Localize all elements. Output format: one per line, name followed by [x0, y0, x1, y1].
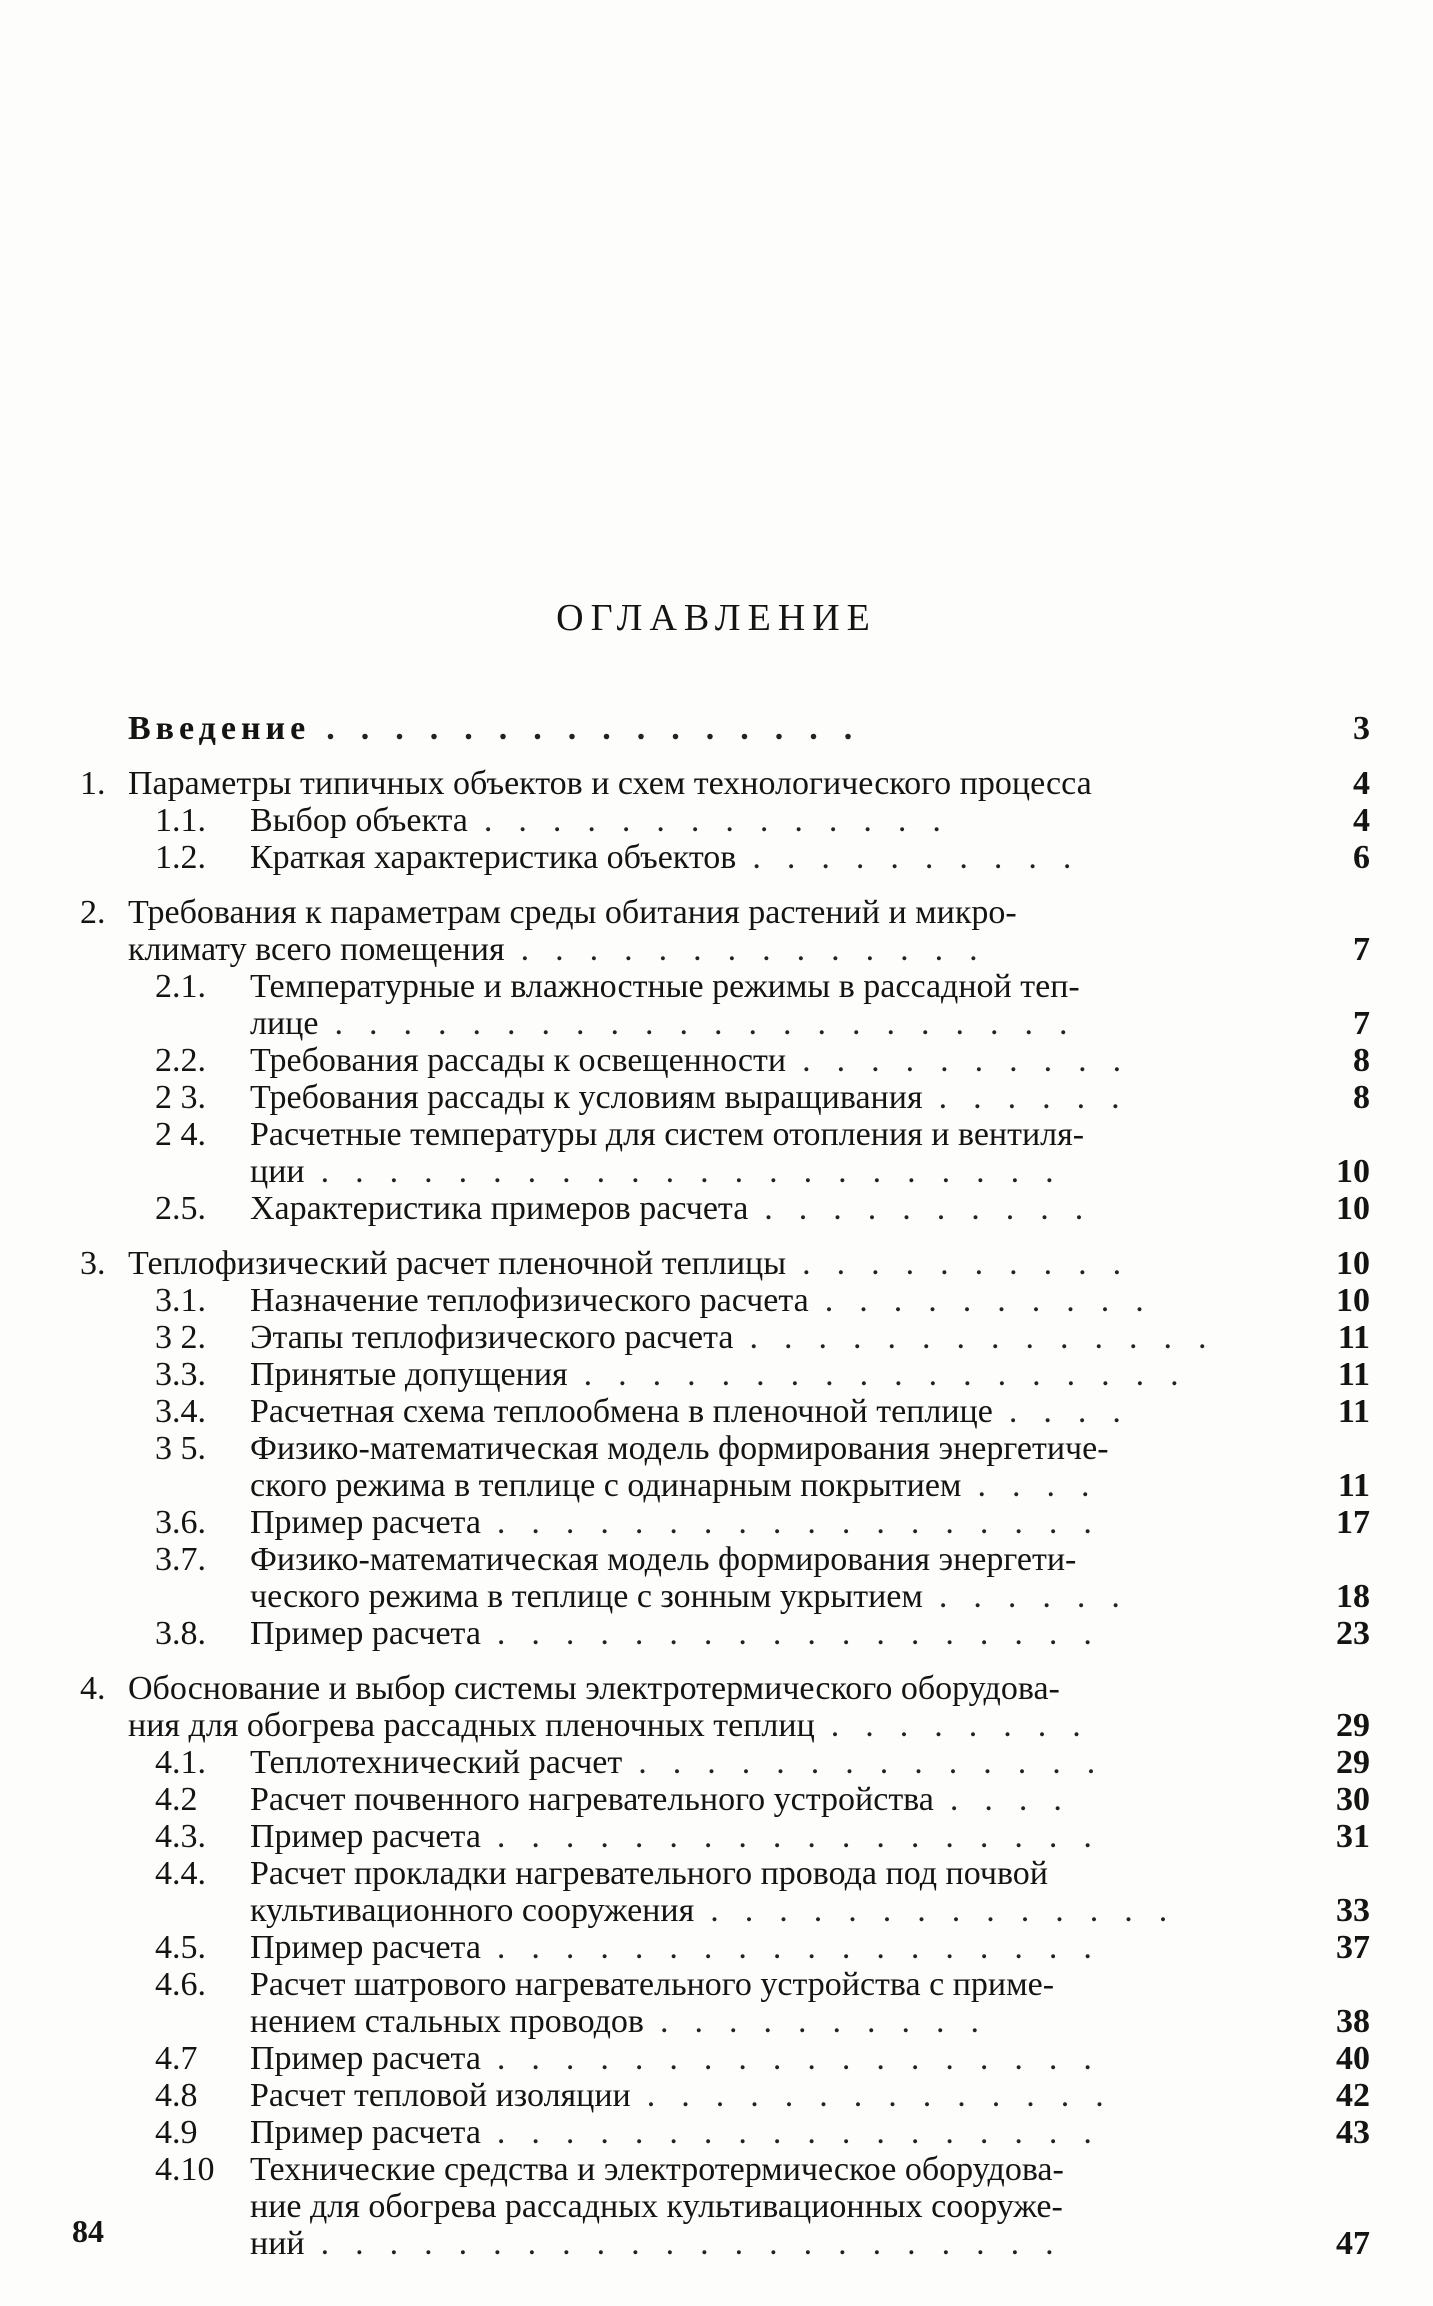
toc-entry-title: Введение [128, 710, 311, 747]
toc-entry-title: Требования рассады к освещенности [250, 1042, 787, 1079]
toc-entry-title: Принятые допущения [250, 1356, 568, 1393]
toc-entry-4[interactable]: 4. Обоснование и выбор системы электротермического оборудова- ния для обогрева рассадных пленочных теплиц ........ 29 [80, 1670, 1370, 1744]
toc-entry-title: Расчет шатрового нагревательного устройства с приме- [250, 1966, 1055, 2003]
toc-entry-title-cont: ского режима в теплице с одинарным покрытием [250, 1467, 962, 1504]
page-title: ОГЛАВЛЕНИЕ [556, 597, 877, 639]
toc-entry-title-cont: нением стальных проводов [250, 2003, 644, 2040]
toc-entry-4-10[interactable]: 4.10 Технические средства и электротермическое оборудова- ние для обогрева рассадных культивационных сооруже- ний ...................... 47 [80, 2151, 1370, 2262]
toc-entry-number: 3.8. [155, 1615, 206, 1652]
toc-entry-page: 37 [1336, 1929, 1370, 1966]
toc-entry-title: Назначение теплофизического расчета [250, 1282, 809, 1319]
toc-entry-4-5[interactable]: 4.5. Пример расчета .................. 37 [80, 1929, 1370, 1966]
toc-entry-number: 3.1. [155, 1282, 206, 1319]
toc-entry-page: 29 [1336, 1744, 1370, 1781]
toc-entry-page: 47 [1336, 2225, 1370, 2262]
toc-entry-number: 1.1. [155, 802, 206, 839]
toc-entry-page: 6 [1353, 839, 1370, 876]
toc-entry-page: 38 [1336, 2003, 1370, 2040]
toc-entry-number: 2.1. [155, 968, 206, 1005]
toc-entry-number: 4. [80, 1670, 106, 1707]
toc-entry-3-2[interactable]: 3 2. Этапы теплофизического расчета .............. 11 [80, 1319, 1370, 1356]
toc-entry-title: Краткая характеристика объектов [250, 839, 737, 876]
toc-entry-title: Расчет почвенного нагревательного устройства [250, 1781, 934, 1818]
toc-entry-page: 10 [1336, 1190, 1370, 1227]
toc-entry-number: 2 3. [155, 1079, 206, 1116]
toc-entry-4-2[interactable]: 4.2 Расчет почвенного нагревательного устройства .... 30 [80, 1781, 1370, 1818]
page-number: 84 [72, 2213, 104, 2249]
toc-entry-3-3[interactable]: 3.3. Принятые допущения .................. 11 [80, 1356, 1370, 1393]
toc-entry-title: Пример расчета [250, 1818, 481, 1855]
toc-entry-title: Теплотехнический расчет [250, 1744, 623, 1781]
table-of-contents [80, 710, 1370, 2262]
toc-entry-title: Расчет тепловой изоляции [250, 2077, 631, 2114]
toc-entry-number: 4.6. [155, 1966, 206, 2003]
toc-entry-page: 4 [1353, 765, 1370, 802]
toc-entry-page: 11 [1337, 1319, 1370, 1356]
toc-entry-title: Пример расчета [250, 1615, 481, 1652]
toc-entry-title-cont: ние для обогрева рассадных культивационных сооруже- [250, 2188, 1063, 2225]
toc-entry-1-2[interactable]: 1.2. Краткая характеристика объектов .......... 6 [80, 839, 1370, 876]
toc-entry-page: 11 [1337, 1393, 1370, 1430]
toc-entry-page: 17 [1336, 1504, 1370, 1541]
toc-entry-page: 7 [1353, 1005, 1370, 1042]
toc-entry-number: 2.2. [155, 1042, 206, 1079]
toc-entry-number: 3.7. [155, 1541, 206, 1578]
toc-entry-3-7[interactable]: 3.7. Физико-математическая модель формирования энергети- ческого режима в теплице с зонным укрытием ...... 18 [80, 1541, 1370, 1615]
toc-entry-4-1[interactable]: 4.1. Теплотехнический расчет .............. 29 [80, 1744, 1370, 1781]
toc-entry-3-6[interactable]: 3.6. Пример расчета .................. 17 [80, 1504, 1370, 1541]
toc-entry-title: Температурные и влажностные режимы в рассадной теп- [250, 968, 1080, 1005]
toc-entry-page: 29 [1336, 1707, 1370, 1744]
toc-entry-2-1[interactable]: 2.1. Температурные и влажностные режимы в рассадной теп- лице ...................... 7 [80, 968, 1370, 1042]
toc-entry-number: 4.1. [155, 1744, 206, 1781]
toc-entry-title: Теплофизический расчет пленочной теплицы [128, 1245, 787, 1282]
toc-entry-title-cont: ции [250, 1153, 305, 1190]
toc-entry-title-cont: лице [250, 1005, 319, 1042]
toc-entry-1[interactable] [80, 765, 1370, 802]
toc-entry-number: 4.5. [155, 1929, 206, 1966]
toc-entry-page: 31 [1336, 1818, 1370, 1855]
toc-entry-title: Физико-математическая модель формирования энергети- [250, 1541, 1077, 1578]
toc-entry-page: 18 [1336, 1578, 1370, 1615]
toc-entry-number: 3. [80, 1245, 106, 1282]
toc-entry-page: 10 [1336, 1245, 1370, 1282]
toc-entry-title: Технические средства и электротермическое оборудова- [250, 2151, 1064, 2188]
toc-entry-title-cont: ний [250, 2225, 305, 2262]
toc-entry-number: 3.6. [155, 1504, 206, 1541]
toc-entry-page: 10 [1336, 1153, 1370, 1190]
toc-entry-4-6[interactable]: 4.6. Расчет шатрового нагревательного устройства с приме- нением стальных проводов .......... 38 [80, 1966, 1370, 2040]
toc-entry-page: 7 [1353, 931, 1370, 968]
toc-entry-2-5[interactable]: 2.5. Характеристика примеров расчета .......... 10 [80, 1190, 1370, 1227]
toc-entry-page: 33 [1336, 1892, 1370, 1929]
toc-entry-4-9[interactable]: 4.9 Пример расчета .................. 43 [80, 2114, 1370, 2151]
toc-entry-2-2[interactable]: 2.2. Требования рассады к освещенности .......... 8 [80, 1042, 1370, 1079]
toc-entry-title-cont: культивационного сооружения [250, 1892, 695, 1929]
toc-entry-title: Этапы теплофизического расчета [250, 1319, 734, 1356]
toc-entry-title: Параметры типичных объектов и схем технологического процесса [128, 765, 1092, 802]
toc-entry-3[interactable]: 3. Теплофизический расчет пленочной теплицы .......... 10 [80, 1245, 1370, 1282]
toc-entry-number: 4.3. [155, 1818, 206, 1855]
toc-entry-title: Пример расчета [250, 2114, 481, 2151]
toc-entry-number: 4.2 [155, 1781, 198, 1818]
toc-entry-number: 3 2. [155, 1319, 206, 1356]
toc-entry-number: 4.8 [155, 2077, 198, 2114]
toc-entry-2[interactable]: 2. Требования к параметрам среды обитания растений и микро- климату всего помещения .............. 7 [80, 894, 1370, 968]
toc-entry-2-4[interactable]: 2 4. Расчетные температуры для систем отопления и вентиля- ции ...................... 10 [80, 1116, 1370, 1190]
toc-entry-4-4[interactable]: 4.4. Расчет прокладки нагревательного провода под почвой культивационного сооружения .............. 33 [80, 1855, 1370, 1929]
toc-entry-title: Требования рассады к условиям выращивания [250, 1079, 923, 1116]
toc-entry-intro[interactable]: Введение ................ 3 [128, 710, 1370, 747]
toc-entry-number: 4.10 [155, 2151, 215, 2188]
toc-entry-page: 10 [1336, 1282, 1370, 1319]
toc-entry-title: Расчет прокладки нагревательного провода под почвой [250, 1855, 1048, 1892]
toc-entry-number: 3.3. [155, 1356, 206, 1393]
toc-entry-title: Пример расчета [250, 2040, 481, 2077]
toc-entry-page: 23 [1336, 1615, 1370, 1652]
toc-entry-number: 4.4. [155, 1855, 206, 1892]
toc-entry-title-cont: ния для обогрева рассадных пленочных теплиц [128, 1707, 815, 1744]
toc-entry-number: 4.9 [155, 2114, 198, 2151]
toc-entry-page: 30 [1336, 1781, 1370, 1818]
toc-entry-3-1[interactable]: 3.1. Назначение теплофизического расчета .......... 10 [80, 1282, 1370, 1319]
toc-entry-page: 8 [1353, 1079, 1370, 1116]
toc-entry-title: Физико-математическая модель формирования энергетиче- [250, 1430, 1109, 1467]
toc-entry-3-8[interactable]: 3.8. Пример расчета .................. 23 [80, 1615, 1370, 1652]
toc-entry-page: 40 [1336, 2040, 1370, 2077]
toc-entry-page: 42 [1336, 2077, 1370, 2114]
toc-entry-page: 8 [1353, 1042, 1370, 1079]
toc-entry-number: 3 5. [155, 1430, 206, 1467]
toc-entry-title-cont: климату всего помещения [128, 931, 505, 968]
toc-entry-title: Выбор объекта [250, 802, 468, 839]
toc-entry-title: Пример расчета [250, 1929, 481, 1966]
toc-entry-page: 43 [1336, 2114, 1370, 2151]
toc-entry-title: Пример расчета [250, 1504, 481, 1541]
toc-entry-4-7[interactable]: 4.7 Пример расчета .................. 40 [80, 2040, 1370, 2077]
toc-entry-title: Обоснование и выбор системы электротермического оборудова- [128, 1670, 1060, 1707]
toc-entry-3-5[interactable]: 3 5. Физико-математическая модель формирования энергетиче- ского режима в теплице с одинарным покрытием .... 11 [80, 1430, 1370, 1504]
toc-entry-page: 3 [1353, 710, 1370, 747]
toc-entry-title: Требования к параметрам среды обитания растений и микро- [128, 894, 1017, 931]
toc-entry-4-3[interactable]: 4.3. Пример расчета .................. 31 [80, 1818, 1370, 1855]
toc-entry-number: 3.4. [155, 1393, 206, 1430]
toc-entry-page: 4 [1353, 802, 1370, 839]
toc-entry-title-cont: ческого режима в теплице с зонным укрытием [250, 1578, 923, 1615]
toc-entry-2-3[interactable]: 2 3. Требования рассады к условиям выращивания ...... 8 [80, 1079, 1370, 1116]
toc-entry-title: Расчетная схема теплообмена в пленочной теплице [250, 1393, 993, 1430]
toc-entry-4-8[interactable]: 4.8 Расчет тепловой изоляции .............. 42 [80, 2077, 1370, 2114]
toc-entry-number: 2.5. [155, 1190, 206, 1227]
toc-entry-number: 2 4. [155, 1116, 206, 1153]
toc-entry-3-4[interactable]: 3.4. Расчетная схема теплообмена в пленочной теплице .... 11 [80, 1393, 1370, 1430]
toc-entry-page: 11 [1337, 1467, 1370, 1504]
toc-entry-page: 11 [1337, 1356, 1370, 1393]
toc-entry-title: Расчетные температуры для систем отопления и вентиля- [250, 1116, 1085, 1153]
toc-entry-number: 1.2. [155, 839, 206, 876]
toc-entry-number: 1. [80, 765, 106, 802]
toc-entry-number: 2. [80, 894, 106, 931]
toc-entry-title: Характеристика примеров расчета [250, 1190, 749, 1227]
toc-entry-number: 4.7 [155, 2040, 198, 2077]
toc-entry-1-1[interactable]: 1.1. Выбор объекта .............. 4 [80, 802, 1370, 839]
